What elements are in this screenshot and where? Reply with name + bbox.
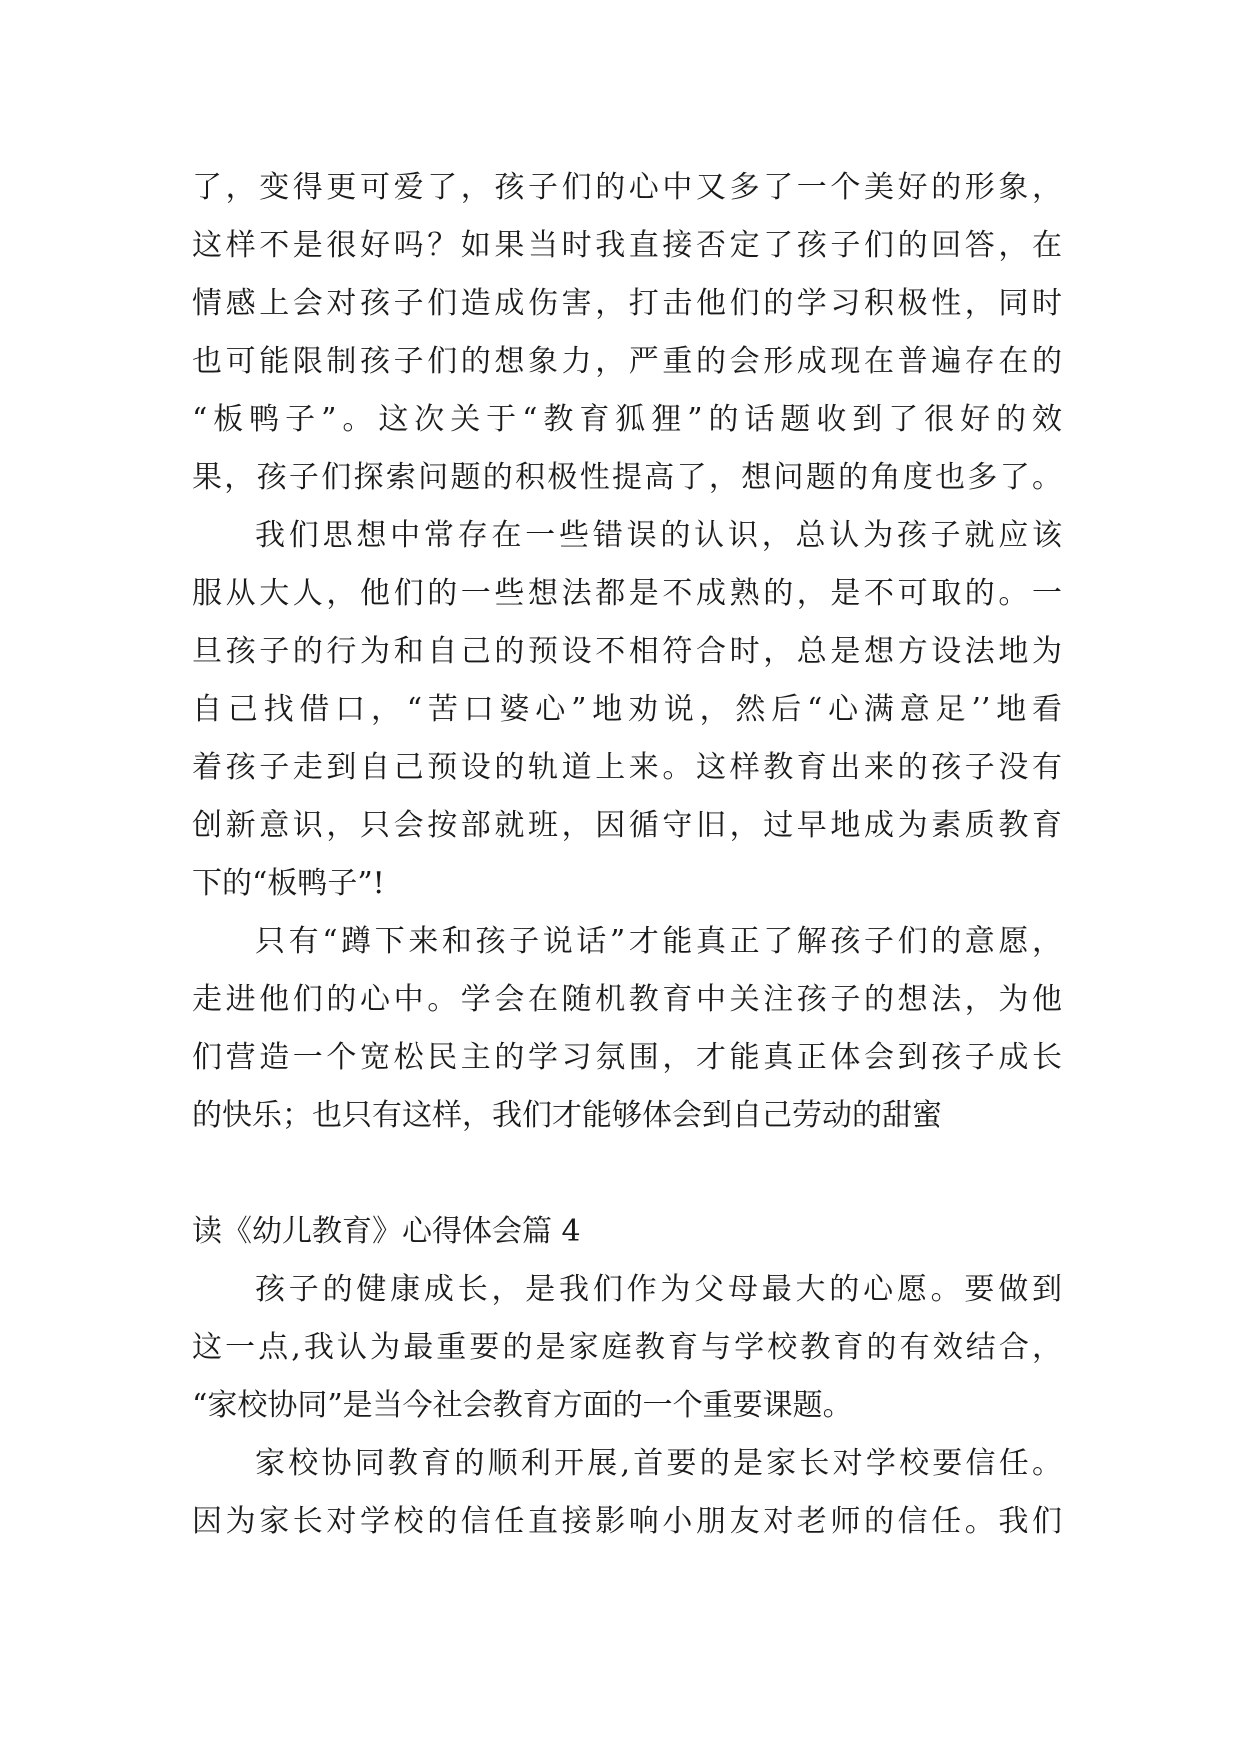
paragraph-line: 走进他们的心中。学会在随机教育中关注孩子的想法，为他: [192, 982, 1062, 1017]
paragraph-line: 服从大人，他们的一些想法都是不成熟的，是不可取的。一: [192, 576, 1062, 611]
paragraph-line: 着孩子走到自己预设的轨道上来。这样教育出来的孩子没有: [192, 750, 1062, 785]
paragraph-line: 只有“蹲下来和孩子说话”才能真正了解孩子们的意愿，: [255, 924, 1062, 959]
paragraph-line: 了，变得更可爱了，孩子们的心中又多了一个美好的形象，: [192, 170, 1062, 205]
paragraph-line: 这样不是很好吗？如果当时我直接否定了孩子们的回答，在: [192, 228, 1062, 263]
paragraph-line: 的快乐；也只有这样，我们才能够体会到自己劳动的甜蜜: [192, 1098, 942, 1133]
paragraph-line: 创新意识，只会按部就班，因循守旧，过早地成为素质教育: [192, 808, 1062, 843]
paragraph-line: 旦孩子的行为和自己的预设不相符合时，总是想方设法地为: [192, 634, 1062, 669]
paragraph-line: 自己找借口，“苦口婆心”地劝说，然后“心满意足’’地看: [192, 692, 1062, 727]
paragraph-line: “家校协同”是当今社会教育方面的一个重要课题。: [192, 1388, 853, 1423]
section-heading: 读《幼儿教育》心得体会篇 4: [192, 1214, 581, 1249]
paragraph-line: 下的“板鸭子”!: [192, 866, 385, 901]
paragraph-line: 果，孩子们探索问题的积极性提高了，想问题的角度也多了。: [192, 460, 1062, 495]
paragraph-line: 也可能限制孩子们的想象力，严重的会形成现在普遍存在的: [192, 344, 1062, 379]
paragraph-line: “板鸭子”。这次关于“教育狐狸”的话题收到了很好的效: [192, 402, 1062, 437]
paragraph-line: 们营造一个宽松民主的学习氛围，才能真正体会到孩子成长: [192, 1040, 1062, 1075]
paragraph-line: 我们思想中常存在一些错误的认识，总认为孩子就应该: [255, 518, 1062, 553]
paragraph-line: 因为家长对学校的信任直接影响小朋友对老师的信任。我们: [192, 1504, 1062, 1539]
paragraph-line: 情感上会对孩子们造成伤害，打击他们的学习积极性，同时: [192, 286, 1062, 321]
paragraph-line: 这一点,我认为最重要的是家庭教育与学校教育的有效结合，: [192, 1330, 1062, 1365]
paragraph-line: 家校协同教育的顺利开展,首要的是家长对学校要信任。: [255, 1446, 1062, 1481]
paragraph-line: 孩子的健康成长，是我们作为父母最大的心愿。要做到: [255, 1272, 1062, 1307]
